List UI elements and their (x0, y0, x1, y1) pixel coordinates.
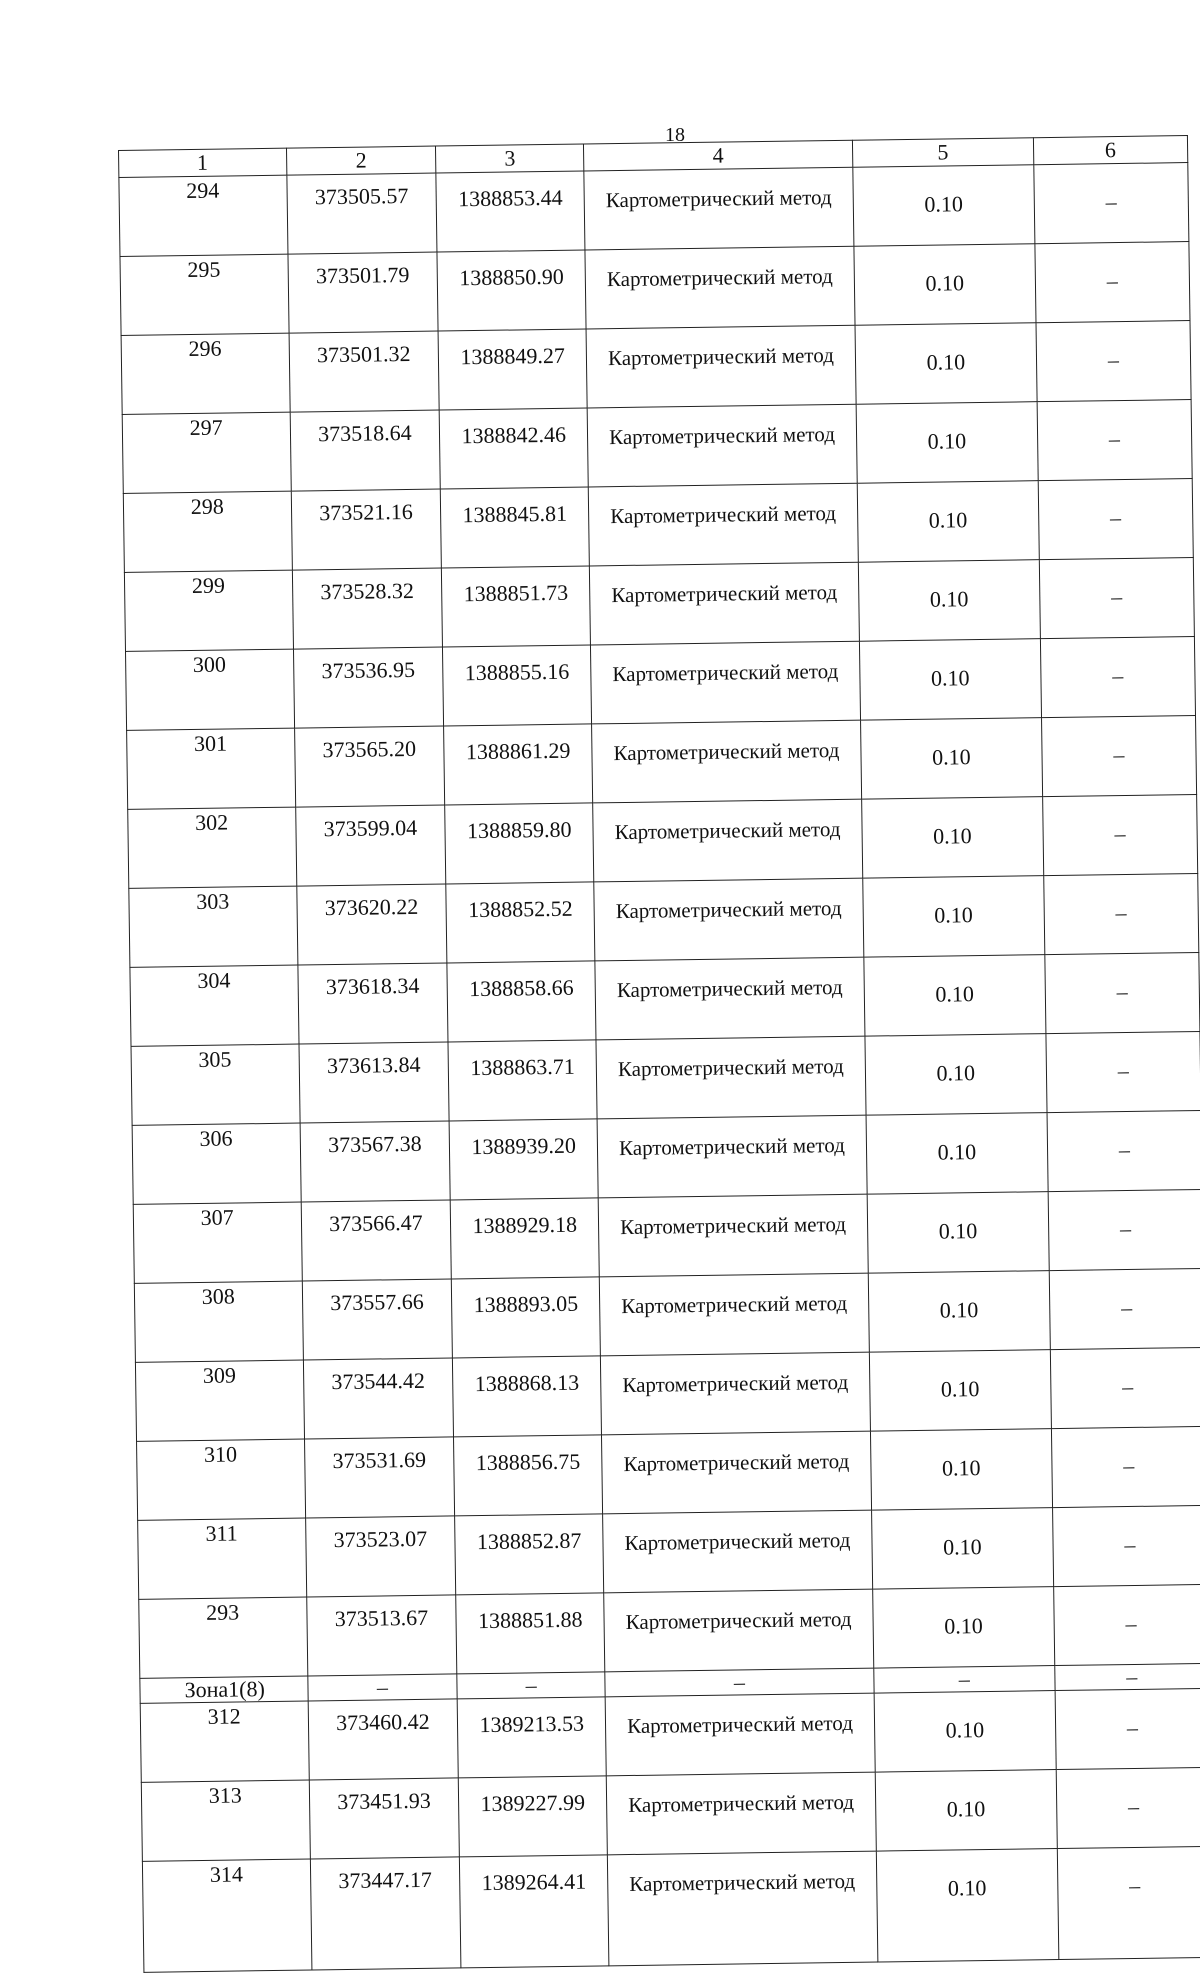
method-cell: Картометрический метод (595, 957, 865, 1040)
coord-x-cell: 373513.67 (306, 1595, 457, 1676)
note-cell: – (1044, 952, 1199, 1033)
coord-y-cell: 1388929.18 (451, 1198, 600, 1279)
coord-x-cell: 373557.66 (302, 1279, 453, 1360)
method-cell: Картометрический метод (603, 1510, 873, 1593)
table-row (142, 1846, 1200, 1972)
table-row (127, 716, 1197, 810)
accuracy-cell: 0.10 (867, 1192, 1049, 1274)
table-row (140, 1688, 1200, 1782)
column-header: 4 (584, 140, 853, 171)
accuracy-cell: 0.10 (873, 1587, 1055, 1669)
note-cell: – (1043, 873, 1198, 954)
point-number-cell: 294 (119, 175, 288, 256)
accuracy-cell: 0.10 (872, 1508, 1054, 1590)
note-cell: – (1037, 400, 1192, 481)
accuracy-cell: 0.10 (868, 1271, 1050, 1353)
note-cell: – (1057, 1846, 1200, 1959)
method-cell: Картометрический метод (592, 720, 862, 803)
accuracy-cell: 0.10 (865, 1034, 1047, 1116)
table-row (130, 952, 1200, 1046)
coord-y-cell: 1388849.27 (438, 329, 587, 410)
table-row (137, 1426, 1200, 1520)
point-number-cell: 303 (129, 886, 298, 967)
accuracy-cell: 0.10 (869, 1350, 1051, 1432)
coord-x-cell: 373501.32 (289, 331, 440, 412)
point-number-cell: 308 (134, 1281, 303, 1362)
point-number-cell: 293 (139, 1597, 308, 1678)
point-number-cell: 314 (142, 1859, 311, 1972)
point-number-cell: 299 (124, 570, 293, 651)
coord-y-cell: 1388893.05 (452, 1277, 601, 1358)
accuracy-cell: 0.10 (853, 165, 1035, 247)
zone-dash-cell: – (874, 1666, 1055, 1694)
note-cell: – (1056, 1767, 1200, 1848)
method-cell: Картометрический метод (593, 799, 863, 882)
accuracy-cell: 0.10 (857, 481, 1039, 563)
method-cell: Картометрический метод (588, 483, 858, 566)
method-cell: Картометрический метод (584, 167, 854, 250)
accuracy-cell: 0.10 (875, 1770, 1057, 1852)
zone-dash-cell: – (1054, 1663, 1200, 1690)
coord-y-cell: 1388855.16 (443, 645, 592, 726)
coord-y-cell: 1388842.46 (440, 408, 589, 489)
coord-x-cell: 373451.93 (309, 1778, 460, 1859)
method-cell: Картометрический метод (591, 641, 861, 724)
note-cell: – (1048, 1189, 1200, 1270)
coord-x-cell: 373518.64 (290, 410, 441, 491)
point-number-cell: 297 (122, 412, 291, 493)
coord-x-cell: 373566.47 (301, 1200, 452, 1281)
table-row (121, 321, 1191, 415)
accuracy-cell: 0.10 (859, 639, 1041, 721)
point-number-cell: 304 (130, 965, 299, 1046)
point-number-cell: 312 (140, 1701, 309, 1782)
table-row (139, 1584, 1200, 1678)
coord-y-cell: 1388858.66 (447, 961, 596, 1042)
coord-y-cell: 1388859.80 (445, 803, 594, 884)
coord-x-cell: 373531.69 (304, 1437, 455, 1518)
method-cell: Картометрический метод (599, 1273, 869, 1356)
column-header: 5 (852, 138, 1033, 168)
coord-x-cell: 373565.20 (294, 726, 445, 807)
column-header: 6 (1033, 136, 1188, 165)
zone-dash-cell: – (457, 1672, 605, 1699)
coord-y-cell: 1388939.20 (449, 1119, 598, 1200)
coord-y-cell: 1389264.41 (460, 1855, 609, 1968)
note-cell: – (1047, 1110, 1200, 1191)
method-cell: Картометрический метод (598, 1194, 868, 1277)
coord-x-cell: 373613.84 (299, 1042, 450, 1123)
point-number-cell: 300 (126, 649, 295, 730)
table-row (141, 1767, 1200, 1861)
coord-y-cell: 1388863.71 (448, 1040, 597, 1121)
table-row (122, 400, 1192, 494)
note-cell: – (1041, 716, 1196, 797)
coord-x-cell: 373528.32 (292, 568, 443, 649)
method-cell: Картометрический метод (600, 1352, 870, 1435)
coord-y-cell: 1388851.88 (456, 1593, 605, 1674)
coord-y-cell: 1388851.73 (442, 566, 591, 647)
table-row (132, 1110, 1200, 1204)
coord-y-cell: 1388852.87 (455, 1514, 604, 1595)
note-cell: – (1050, 1347, 1200, 1428)
coord-x-cell: 373544.42 (303, 1358, 454, 1439)
point-number-cell: 309 (135, 1360, 304, 1441)
coord-x-cell: 373620.22 (296, 884, 447, 965)
table-row (131, 1031, 1200, 1125)
method-cell: Картометрический метод (589, 562, 859, 645)
method-cell: Картометрический метод (604, 1589, 874, 1672)
coordinates-table (118, 135, 1200, 1973)
coordinates-table-sheet (118, 135, 1200, 1973)
accuracy-cell: 0.10 (862, 797, 1044, 879)
method-cell: Картометрический метод (605, 1693, 875, 1776)
coord-x-cell: 373521.16 (291, 489, 442, 570)
coord-y-cell: 1388845.81 (441, 487, 590, 568)
note-cell: – (1049, 1268, 1200, 1349)
accuracy-cell: 0.10 (855, 323, 1037, 405)
zone-dash-cell: – (307, 1674, 457, 1701)
column-header: 2 (286, 146, 436, 175)
table-row (133, 1189, 1200, 1283)
method-cell: Картометрический метод (596, 1036, 866, 1119)
point-number-cell: 307 (133, 1202, 302, 1283)
coord-x-cell: 373460.42 (308, 1699, 459, 1780)
point-number-cell: 306 (132, 1123, 301, 1204)
coord-x-cell: 373567.38 (300, 1121, 451, 1202)
method-cell: Картометрический метод (585, 246, 855, 329)
method-cell: Картометрический метод (594, 878, 864, 961)
point-number-cell: 310 (137, 1439, 306, 1520)
coord-x-cell: 373447.17 (310, 1857, 461, 1970)
accuracy-cell: 0.10 (863, 876, 1045, 958)
accuracy-cell: 0.10 (866, 1113, 1048, 1195)
point-number-cell: 313 (141, 1780, 310, 1861)
note-cell: – (1046, 1031, 1200, 1112)
column-header: 1 (119, 148, 287, 177)
coord-x-cell: 373501.79 (287, 252, 438, 333)
table-row (124, 558, 1194, 652)
note-cell: – (1051, 1426, 1200, 1507)
method-cell: Картометрический метод (597, 1115, 867, 1198)
note-cell: – (1052, 1505, 1200, 1586)
note-cell: – (1038, 479, 1193, 560)
accuracy-cell: 0.10 (860, 718, 1042, 800)
table-row (134, 1268, 1200, 1362)
zone-dash-cell: – (605, 1668, 874, 1697)
point-number-cell: 295 (120, 254, 289, 335)
coord-y-cell: 1388868.13 (453, 1356, 602, 1437)
accuracy-cell: 0.10 (856, 402, 1038, 484)
method-cell: Картометрический метод (587, 404, 857, 487)
point-number-cell: 298 (123, 491, 292, 572)
accuracy-cell: 0.10 (874, 1691, 1056, 1773)
note-cell: – (1039, 558, 1194, 639)
note-cell: – (1033, 163, 1188, 244)
coord-y-cell: 1388850.90 (437, 250, 586, 331)
coord-x-cell: 373536.95 (293, 647, 444, 728)
table-row (135, 1347, 1200, 1441)
page-number: 18 (665, 124, 685, 146)
note-cell: – (1042, 795, 1197, 876)
coord-y-cell: 1388852.52 (446, 882, 595, 963)
accuracy-cell: 0.10 (858, 560, 1040, 642)
accuracy-cell: 0.10 (864, 955, 1046, 1037)
method-cell: Картометрический метод (607, 1851, 877, 1966)
note-cell: – (1035, 242, 1190, 323)
point-number-cell: 305 (131, 1044, 300, 1125)
method-cell: Картометрический метод (606, 1772, 876, 1855)
accuracy-cell: 0.10 (876, 1849, 1058, 1963)
method-cell: Картометрический метод (602, 1431, 872, 1514)
point-number-cell: 311 (138, 1518, 307, 1599)
column-header: 3 (436, 144, 584, 173)
coord-x-cell: 373505.57 (286, 173, 437, 254)
method-cell: Картометрический метод (586, 325, 856, 408)
coord-y-cell: 1388856.75 (454, 1435, 603, 1516)
coord-x-cell: 373523.07 (305, 1516, 456, 1597)
table-row (126, 637, 1196, 731)
point-number-cell: 301 (127, 728, 296, 809)
note-cell: – (1055, 1688, 1200, 1769)
point-number-cell: 302 (128, 807, 297, 888)
coord-y-cell: 1388853.44 (436, 171, 585, 252)
table-row (128, 795, 1198, 889)
table-row (129, 873, 1199, 967)
table-row (120, 242, 1190, 336)
coord-y-cell: 1388861.29 (444, 724, 593, 805)
accuracy-cell: 0.10 (854, 244, 1036, 326)
table-row (138, 1505, 1200, 1599)
note-cell: – (1036, 321, 1191, 402)
accuracy-cell: 0.10 (870, 1429, 1052, 1511)
point-number-cell: 296 (121, 333, 290, 414)
coord-x-cell: 373618.34 (297, 963, 448, 1044)
coord-y-cell: 1389213.53 (458, 1697, 607, 1778)
coord-x-cell: 373599.04 (295, 805, 446, 886)
table-row (123, 479, 1193, 573)
note-cell: – (1053, 1584, 1200, 1665)
table-row (119, 163, 1189, 257)
note-cell: – (1040, 637, 1195, 718)
coord-y-cell: 1389227.99 (459, 1776, 608, 1857)
zone-label-cell: Зона1(8) (140, 1676, 308, 1703)
